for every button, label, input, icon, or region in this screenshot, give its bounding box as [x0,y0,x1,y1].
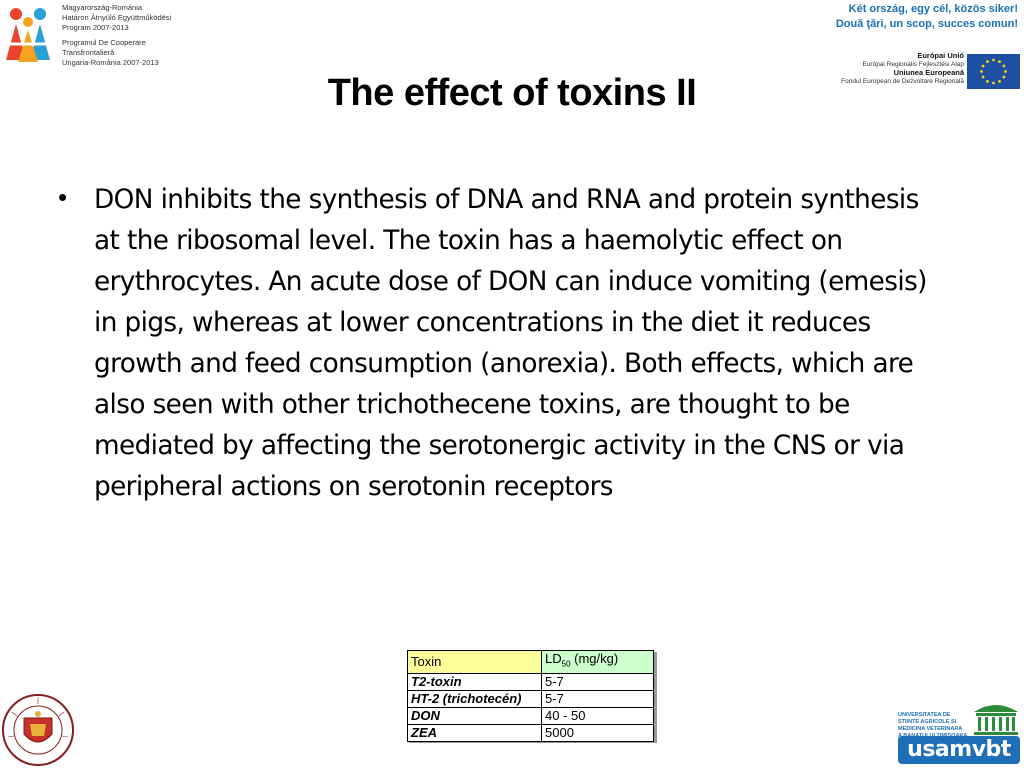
cell-toxin: DON [408,707,542,724]
usamvbt-line: MEDICINA VETERINARA [898,726,963,732]
header-ld50 [542,651,654,674]
usamvbt-line: UNIVERSITATEA DE [898,712,951,718]
cell-ld: 5-7 [542,673,654,690]
program-line: Határon Átnyúló Együttműködési [62,13,172,22]
bullet-dot-icon: • [58,182,68,212]
cell-toxin: ZEA [408,724,542,741]
program-line: Programul De Cooperare [62,38,146,47]
header-ld-suffix: (mg/kg) [570,651,619,666]
header-ld-prefix: LD [545,651,562,666]
university-building-icon [970,698,1022,736]
bullet-text: DON inhibits the synthesis of DNA and RNA and protein synthesis at the ribosomal level. The toxin has a haemolytic effect on erythrocytes. An acute dose of DON can induce vomiting (emesis) in pigs, whereas at lower concentrations in the diet it reduces growth and feed consumption (anorexia). Both effects, which are also seen with other trichothecene toxins, are thought to be mediated by affecting the serotonergic activity in the CNS or via peripheral actions on serotonin receptors [94,185,927,502]
university-seal-icon [0,692,76,768]
cell-ld: 5-7 [542,690,654,707]
bullet-item [58,180,948,508]
slogan-hu: Két ország, egy cél, közös siker! [848,3,1018,15]
usamvbt-name: usamvbt [898,736,1020,764]
usamvbt-logo [898,698,1022,766]
eu-line: Európai Unió [917,51,964,60]
ld50-table [407,650,654,742]
table-row [408,724,654,741]
slogan [836,2,1018,32]
eu-line: Fondul European de Dezvoltare Regională [841,77,964,85]
program-line: Ungaria-România 2007-2013 [62,58,159,67]
table-row [408,707,654,724]
cell-ld: 40 - 50 [542,707,654,724]
header-ld-sub: 50 [561,659,571,669]
program-line: Program 2007-2013 [62,23,129,32]
eu-line: Európai Regionális Fejlesztési Alap [862,60,964,68]
cell-ld: 5000 [542,724,654,741]
program-text [62,3,171,68]
table-row [408,690,654,707]
cell-toxin: HT-2 (trichotecén) [408,690,542,707]
header-toxin: Toxin [408,651,542,674]
slogan-ro: Două ţări, un scop, succes comun! [835,18,1018,30]
table-header-row [408,651,654,674]
program-logo [0,0,175,70]
table-row [408,673,654,690]
slide-title: The effect of toxins II [327,72,697,114]
program-people-logo-icon [2,4,54,64]
program-line: Transfrontalieră [62,48,115,57]
usamvbt-line: STIINTE AGRICOLE SI [898,719,957,725]
eu-line: Uniunea Europeană [893,68,964,77]
cell-toxin: T2-toxin [408,673,542,690]
program-line: Magyarország-Románia [62,3,143,12]
